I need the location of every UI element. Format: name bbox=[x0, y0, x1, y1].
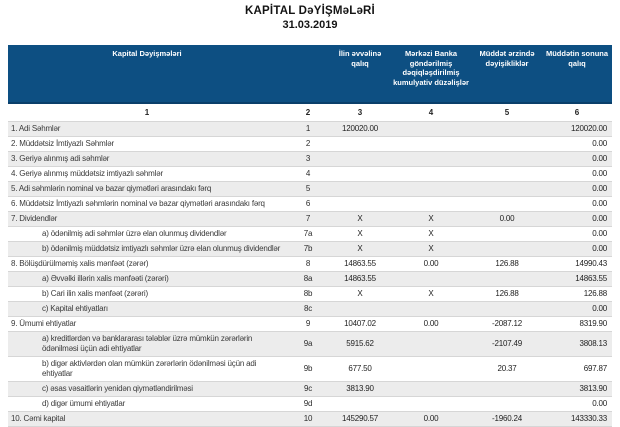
value-period-changes bbox=[472, 226, 542, 241]
value-ending-balance: 0.00 bbox=[592, 153, 607, 163]
table-row bbox=[8, 286, 612, 301]
value-ending-balance: 0.00 bbox=[592, 168, 607, 178]
header-capital-changes: Kapital Dəyişmələri bbox=[8, 45, 286, 103]
value-ending-balance: 0.00 bbox=[592, 138, 607, 148]
value-ending-balance: 14863.55 bbox=[575, 273, 607, 283]
value-period-changes bbox=[472, 196, 542, 211]
value-period-changes bbox=[472, 241, 542, 256]
value-cumulative-adjustments bbox=[390, 396, 472, 411]
value-beginning-balance: 120020.00 bbox=[341, 123, 379, 133]
column-number-1: 1 bbox=[8, 103, 286, 121]
value-cumulative-adjustments bbox=[390, 151, 472, 166]
value-period-changes: -2107.49 bbox=[492, 338, 522, 348]
table-row bbox=[8, 271, 612, 286]
row-label: 4. Geriyə alınmış müddətsiz imtiyazlı səhmlər bbox=[11, 168, 163, 178]
row-label: c) Kapital ehtiyatları bbox=[42, 303, 108, 313]
row-number: 7a bbox=[303, 228, 313, 238]
row-label: a) Əvvəlki illərin xalis mənfəəti (zərəri) bbox=[42, 273, 169, 283]
table-row bbox=[8, 196, 612, 211]
table-row bbox=[8, 136, 612, 151]
table-row bbox=[8, 331, 612, 356]
value-beginning-balance bbox=[330, 301, 390, 316]
value-beginning-balance: X bbox=[357, 213, 363, 223]
row-number: 2 bbox=[305, 138, 311, 148]
row-number: 7b bbox=[303, 243, 313, 253]
table-row bbox=[8, 226, 612, 241]
row-number: 4 bbox=[305, 168, 311, 178]
value-ending-balance: 8319.90 bbox=[579, 318, 607, 328]
table-row bbox=[8, 356, 612, 381]
value-cumulative-adjustments bbox=[390, 356, 472, 381]
row-number: 8b bbox=[303, 288, 313, 298]
table-row bbox=[8, 121, 612, 136]
row-label: 8. Bölüşdürülməmiş xalis mənfəət (zərər) bbox=[11, 258, 149, 268]
table-header bbox=[8, 45, 612, 121]
row-label: a) kreditlərdən və banklararası tələblər üzrə mümkün zərərlərin ödənilməsi üçün adi ehtiyatlar bbox=[42, 333, 253, 353]
row-number: 8c bbox=[303, 303, 313, 313]
header-beginning-balance: İlin əvvəlinə qalıq bbox=[330, 45, 390, 103]
table-row bbox=[8, 211, 612, 226]
header-period-changes: Müddət ərzində dəyişikliklər bbox=[472, 45, 542, 103]
value-period-changes bbox=[472, 396, 542, 411]
row-label: 6. Müddətsiz İmtiyazlı səhmlərin nominal və bazar qiymətləri arasındakı fərq bbox=[11, 198, 265, 208]
header-ending-balance: Müddətin sonuna qalıq bbox=[542, 45, 612, 103]
table-body bbox=[8, 121, 612, 426]
row-label: b) ödənilmiş müddətsiz imtiyazlı səhmlər üzrə elan olunmuş dividendlər bbox=[42, 243, 281, 253]
value-beginning-balance: 145290.57 bbox=[341, 413, 379, 423]
value-period-changes bbox=[472, 381, 542, 396]
value-ending-balance: 0.00 bbox=[592, 183, 607, 193]
value-cumulative-adjustments: 0.00 bbox=[423, 318, 439, 328]
column-number-3: 3 bbox=[330, 103, 390, 121]
value-cumulative-adjustments bbox=[390, 331, 472, 356]
value-period-changes bbox=[472, 301, 542, 316]
value-beginning-balance: X bbox=[357, 288, 363, 298]
value-period-changes: -1960.24 bbox=[492, 413, 522, 423]
value-ending-balance: 3813.90 bbox=[579, 383, 607, 393]
row-number: 9b bbox=[303, 363, 313, 373]
row-label: d) digər ümumi ehtiyatlar bbox=[42, 398, 126, 408]
value-ending-balance: 120020.00 bbox=[570, 123, 607, 133]
value-ending-balance: 0.00 bbox=[592, 398, 607, 408]
row-number: 10 bbox=[303, 413, 313, 423]
row-number: 5 bbox=[305, 183, 311, 193]
column-numbering-row bbox=[8, 103, 612, 121]
value-beginning-balance bbox=[330, 181, 390, 196]
value-beginning-balance bbox=[330, 136, 390, 151]
value-beginning-balance: 677.50 bbox=[348, 363, 372, 373]
table-row bbox=[8, 396, 612, 411]
value-cumulative-adjustments: X bbox=[428, 288, 434, 298]
value-cumulative-adjustments bbox=[390, 181, 472, 196]
value-period-changes bbox=[472, 136, 542, 151]
row-number: 8 bbox=[305, 258, 311, 268]
value-beginning-balance bbox=[330, 196, 390, 211]
value-beginning-balance: 10407.02 bbox=[344, 318, 376, 328]
row-number: 7 bbox=[305, 213, 311, 223]
value-beginning-balance bbox=[330, 151, 390, 166]
value-ending-balance: 0.00 bbox=[592, 228, 607, 238]
table-row bbox=[8, 181, 612, 196]
value-beginning-balance bbox=[330, 166, 390, 181]
column-number-2: 2 bbox=[286, 103, 330, 121]
report-title-block bbox=[0, 5, 620, 32]
value-cumulative-adjustments bbox=[390, 271, 472, 286]
row-number: 1 bbox=[305, 123, 311, 133]
value-period-changes: 126.88 bbox=[495, 258, 519, 268]
column-number-5: 5 bbox=[472, 103, 542, 121]
capital-changes-table bbox=[8, 45, 612, 427]
header-cumulative-adjustments: Mərkəzi Banka göndərilmiş dəqiqləşdirilmiş kumulyativ düzəlişlər bbox=[390, 45, 472, 103]
column-number-6: 6 bbox=[542, 103, 612, 121]
value-cumulative-adjustments bbox=[390, 196, 472, 211]
value-cumulative-adjustments bbox=[390, 381, 472, 396]
row-label: 5. Adi səhmlərin nominal və bazar qiymətləri arasındakı fərq bbox=[11, 183, 212, 193]
row-label: 1. Adi Səhmlər bbox=[11, 123, 61, 133]
row-label: 9. Ümumi ehtiyatlar bbox=[11, 318, 77, 328]
table-row bbox=[8, 316, 612, 331]
value-period-changes bbox=[472, 166, 542, 181]
table-row bbox=[8, 411, 612, 426]
row-label: 3. Geriyə alınmış adi səhmlər bbox=[11, 153, 110, 163]
table-row bbox=[8, 381, 612, 396]
value-ending-balance: 14990.43 bbox=[575, 258, 607, 268]
table-row bbox=[8, 256, 612, 271]
row-label: 2. Müddətsiz İmtiyazlı Səhmlər bbox=[11, 138, 114, 148]
value-cumulative-adjustments bbox=[390, 121, 472, 136]
value-period-changes: 126.88 bbox=[495, 288, 519, 298]
report-title: KAPİTAL DəYİŞMəLəRİ bbox=[245, 5, 375, 17]
row-number: 9d bbox=[303, 398, 313, 408]
value-beginning-balance: 14863.55 bbox=[344, 258, 376, 268]
value-ending-balance: 143330.33 bbox=[570, 413, 607, 423]
value-cumulative-adjustments bbox=[390, 136, 472, 151]
value-beginning-balance: 14863.55 bbox=[344, 273, 376, 283]
value-beginning-balance bbox=[330, 396, 390, 411]
value-ending-balance: 697.87 bbox=[583, 363, 607, 373]
header-row bbox=[8, 45, 612, 103]
column-number-4: 4 bbox=[390, 103, 472, 121]
value-period-changes: 0.00 bbox=[499, 213, 515, 223]
table-row bbox=[8, 151, 612, 166]
value-period-changes: 20.37 bbox=[497, 363, 517, 373]
value-cumulative-adjustments: X bbox=[428, 213, 434, 223]
value-cumulative-adjustments: 0.00 bbox=[423, 413, 439, 423]
row-label: c) əsas vəsaitlərin yenidən qiymətləndirilməsi bbox=[42, 383, 193, 393]
value-ending-balance: 0.00 bbox=[592, 198, 607, 208]
row-number: 9a bbox=[303, 338, 313, 348]
row-label: 7. Dividendlər bbox=[11, 213, 58, 223]
value-beginning-balance: X bbox=[357, 243, 363, 253]
value-cumulative-adjustments bbox=[390, 166, 472, 181]
row-number: 9 bbox=[305, 318, 311, 328]
table-row bbox=[8, 301, 612, 316]
value-ending-balance: 126.88 bbox=[583, 288, 607, 298]
value-beginning-balance: X bbox=[357, 228, 363, 238]
value-cumulative-adjustments: X bbox=[428, 228, 434, 238]
value-ending-balance: 0.00 bbox=[592, 303, 607, 313]
value-period-changes bbox=[472, 181, 542, 196]
row-number: 3 bbox=[305, 153, 311, 163]
row-label: b) Cari ilin xalis mənfəət (zərəri) bbox=[42, 288, 148, 298]
row-label: 10. Cəmi kapital bbox=[11, 413, 66, 423]
value-period-changes: -2087.12 bbox=[492, 318, 522, 328]
value-period-changes bbox=[472, 121, 542, 136]
row-label: b) digər aktivlərdən olan mümkün zərərlərin ödənilməsi üçün adi ehtiyatlar bbox=[42, 358, 257, 378]
row-number: 6 bbox=[305, 198, 311, 208]
table-row bbox=[8, 166, 612, 181]
value-period-changes bbox=[472, 271, 542, 286]
value-ending-balance: 0.00 bbox=[592, 243, 607, 253]
row-number: 8a bbox=[303, 273, 313, 283]
report-date: 31.03.2019 bbox=[282, 19, 338, 31]
value-cumulative-adjustments: 0.00 bbox=[423, 258, 439, 268]
value-ending-balance: 0.00 bbox=[592, 213, 607, 223]
value-cumulative-adjustments bbox=[390, 301, 472, 316]
value-beginning-balance: 5915.62 bbox=[346, 338, 374, 348]
table-row bbox=[8, 241, 612, 256]
value-ending-balance: 3808.13 bbox=[579, 338, 607, 348]
header-row-number bbox=[286, 45, 330, 103]
row-label: a) ödənilmiş adi səhmlər üzrə elan olunmuş dividendlər bbox=[42, 228, 227, 238]
row-number: 9c bbox=[303, 383, 313, 393]
value-cumulative-adjustments: X bbox=[428, 243, 434, 253]
value-beginning-balance: 3813.90 bbox=[346, 383, 374, 393]
value-period-changes bbox=[472, 151, 542, 166]
